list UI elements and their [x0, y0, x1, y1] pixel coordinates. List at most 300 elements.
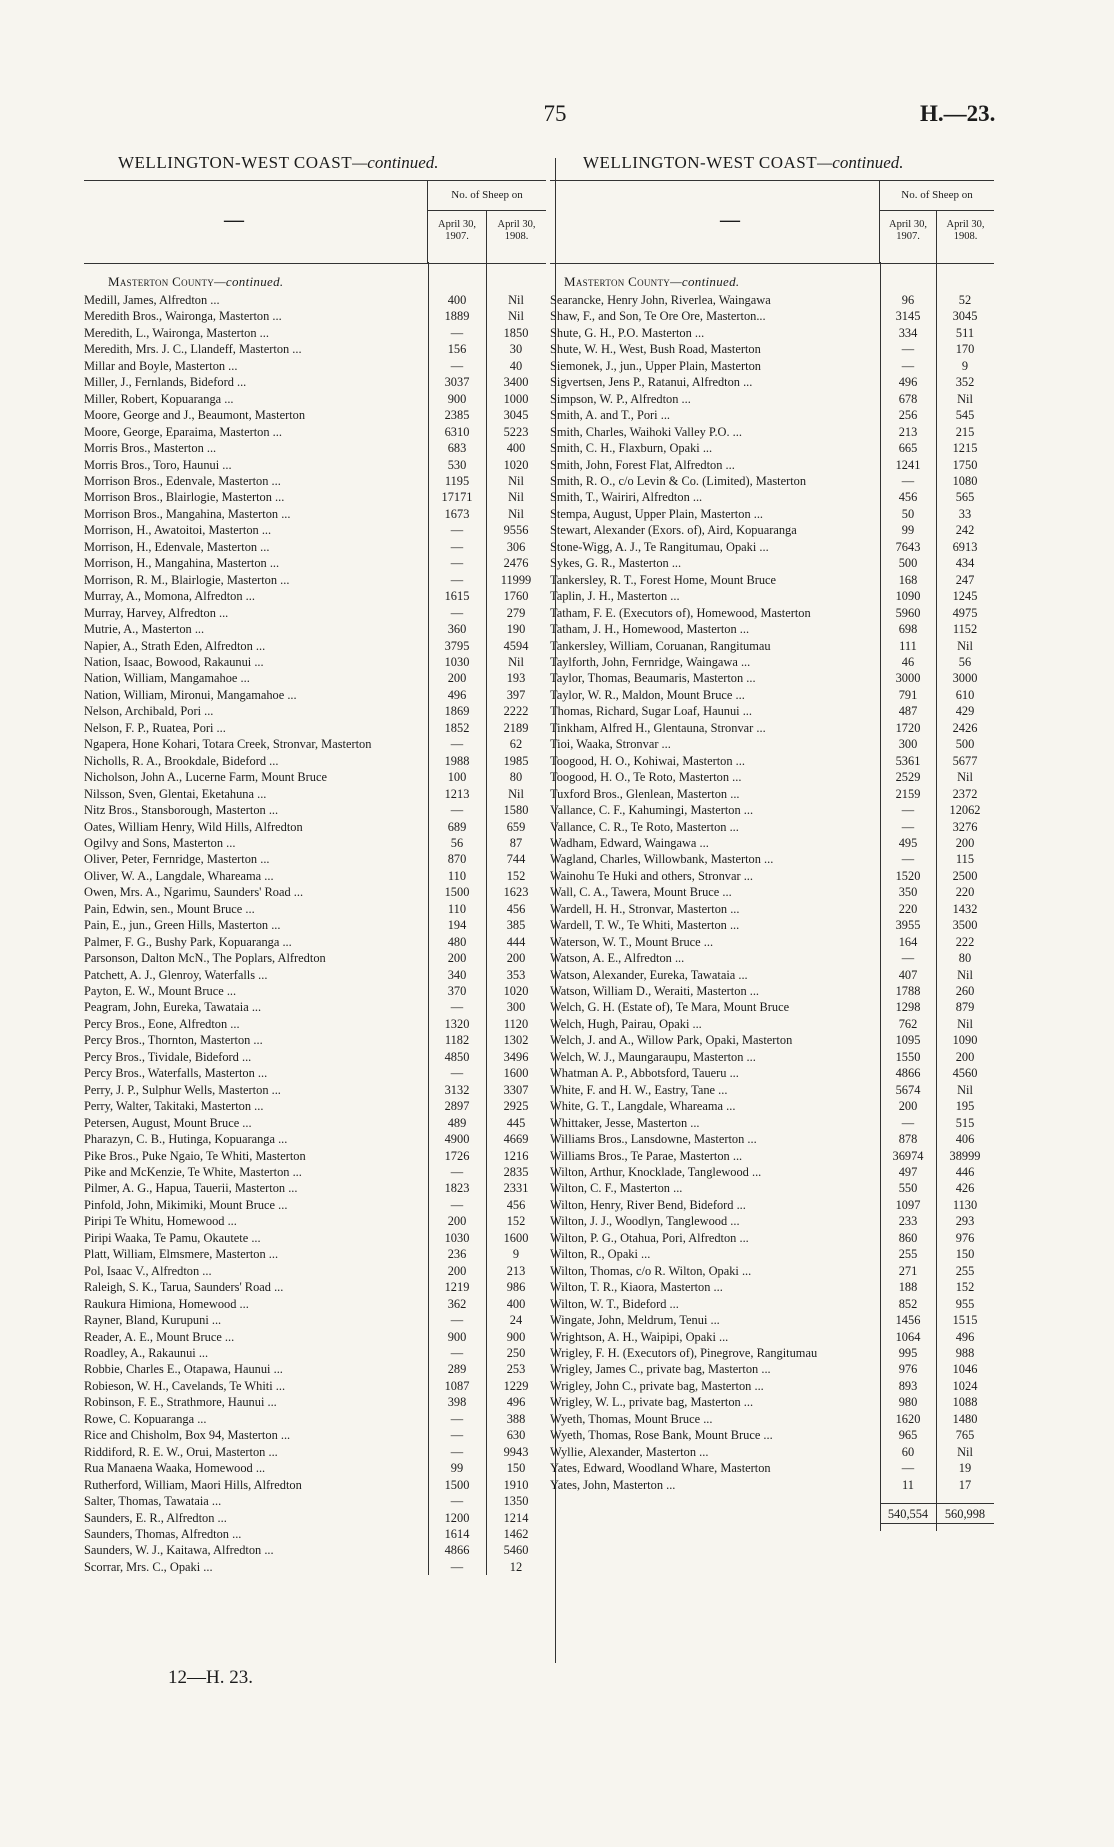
table-row [84, 950, 546, 966]
row-name: Murray, Harvey, Alfredton ... [84, 605, 229, 620]
row-value-1907: 1195 [444, 473, 470, 488]
table-row [550, 687, 994, 703]
table-row [84, 341, 546, 357]
row-value-1908: 3045 [503, 408, 529, 423]
row-value-1908: 446 [955, 1165, 975, 1180]
table-row [550, 308, 994, 324]
row-value-1908: 765 [955, 1428, 975, 1443]
row-value-1907: 1298 [895, 1000, 921, 1015]
table-row [550, 1082, 994, 1098]
row-name: Robbie, Charles E., Otapawa, Haunui ... [84, 1362, 283, 1377]
column-rule [936, 262, 937, 1531]
row-value-1908: 988 [955, 1346, 975, 1360]
row-value-1907: 550 [898, 1181, 918, 1196]
table-row [550, 868, 994, 884]
row-value-1908: 426 [955, 1181, 975, 1196]
table-row [550, 1131, 994, 1147]
row-value-1907: 111 [899, 638, 917, 653]
table-row [84, 1493, 546, 1509]
table-row [84, 1510, 546, 1526]
row-value-1908: 190 [506, 622, 526, 637]
row-value-1908: 434 [955, 556, 975, 571]
row-name: Medill, James, Alfredton ... [84, 293, 220, 307]
row-value-1908: 1600 [503, 1066, 529, 1081]
row-value-1908: 38999 [949, 1148, 981, 1163]
row-value-1907: 1500 [444, 1477, 470, 1492]
row-value-1907: 1869 [444, 704, 470, 719]
table-row [84, 1361, 546, 1377]
row-value-1907: 1550 [895, 1049, 921, 1064]
row-value-1908: 1152 [952, 622, 978, 637]
row-name: Wilton, Henry, River Bend, Bideford ... [550, 1197, 746, 1212]
row-value-1907: — [450, 1313, 464, 1328]
row-name: Vallance, C. R., Te Roto, Masterton ... [550, 819, 739, 834]
table-row [84, 1279, 546, 1295]
row-value-1907: 500 [898, 556, 918, 571]
sheet-signature: 12—H. 23. [168, 1667, 253, 1688]
row-value-1907: 1456 [895, 1313, 921, 1328]
totals-row [550, 1501, 994, 1531]
row-value-1908: 9 [512, 1247, 520, 1262]
table-row [550, 374, 994, 390]
row-value-1907: 300 [898, 737, 918, 752]
row-name: Pike and McKenzie, Te White, Masterton ... [84, 1165, 302, 1180]
row-name: Owen, Mrs. A., Ngarimu, Saunders' Road ... [84, 885, 304, 900]
row-value-1907: 156 [447, 342, 467, 357]
row-name: Salter, Thomas, Tawataia ... [84, 1494, 222, 1509]
row-name: Smith, C. H., Flaxburn, Opaki ... [550, 441, 713, 456]
table-row [84, 506, 546, 522]
table-row [550, 1197, 994, 1213]
row-value-1907: 1182 [444, 1033, 470, 1048]
row-value-1908: 879 [955, 1000, 975, 1015]
table-row [84, 292, 546, 308]
column-rule [486, 262, 487, 1575]
table-row [550, 539, 994, 555]
table-row [84, 736, 546, 752]
row-name: Reader, A. E., Mount Bruce ... [84, 1329, 235, 1344]
table-row [84, 917, 546, 933]
table-row [550, 884, 994, 900]
row-name: Wagland, Charles, Willowbank, Masterton ... [550, 852, 774, 867]
table-row [550, 983, 994, 999]
row-value-1907: 11 [902, 1477, 914, 1492]
row-name: Rayner, Bland, Kurupuni ... [84, 1313, 222, 1328]
row-value-1907: 168 [898, 572, 918, 587]
row-value-1907: — [450, 605, 464, 620]
row-value-1908: 1480 [952, 1411, 978, 1426]
row-value-1907: — [450, 1066, 464, 1081]
row-value-1907: 200 [898, 1099, 918, 1114]
row-name: Meredith, L., Waironga, Masterton ... [84, 325, 269, 340]
row-name: Smith, John, Forest Flat, Alfredton ... [550, 457, 735, 472]
table-row [84, 555, 546, 571]
row-name: Nation, William, Mironui, Mangamahoe ... [84, 687, 297, 702]
table-row [84, 802, 546, 818]
row-value-1908: 545 [955, 408, 975, 423]
row-name: Taylor, Thomas, Beaumaris, Masterton ... [550, 671, 756, 686]
row-value-1907: 1614 [444, 1526, 470, 1541]
row-value-1907: — [901, 342, 915, 357]
row-value-1907: 200 [447, 1263, 467, 1278]
table-row [84, 851, 546, 867]
row-value-1907: 3037 [444, 375, 470, 390]
row-name: Thomas, Richard, Sugar Loaf, Haunui ... [550, 704, 752, 719]
row-value-1908: 397 [506, 687, 526, 702]
table-row [550, 1213, 994, 1229]
row-value-1908: 300 [506, 1000, 526, 1015]
table-row [550, 1444, 994, 1460]
row-value-1907: 7643 [895, 539, 921, 554]
row-value-1908: 222 [955, 934, 975, 949]
row-value-1907: 36974 [892, 1148, 924, 1163]
row-name: Pol, Isaac V., Alfredton ... [84, 1263, 212, 1278]
row-value-1907: 5361 [895, 753, 921, 768]
row-value-1907: 188 [898, 1280, 918, 1295]
row-name: Welch, J. and A., Willow Park, Opaki, Masterton [550, 1033, 793, 1048]
table-row [84, 325, 546, 341]
row-value-1907: 1823 [444, 1181, 470, 1196]
row-value-1907: 976 [898, 1362, 918, 1377]
row-value-1908: 2500 [952, 868, 978, 883]
row-name: Smith, A. and T., Pori ... [550, 408, 671, 423]
row-value-1908: 1515 [952, 1313, 978, 1328]
row-value-1907: 236 [447, 1247, 467, 1262]
row-name: Percy Bros., Eone, Alfredton ... [84, 1016, 240, 1031]
row-value-1908: 220 [955, 885, 975, 900]
row-value-1908: 4594 [503, 638, 529, 653]
row-value-1907: 1788 [895, 984, 921, 999]
row-value-1907: 762 [898, 1016, 918, 1031]
row-name: Mutrie, A., Masterton ... [84, 622, 205, 637]
table-row [84, 835, 546, 851]
row-name: Shute, W. H., West, Bush Road, Masterton [550, 342, 761, 357]
row-value-1907: 489 [447, 1115, 467, 1130]
row-value-1908: 19 [958, 1461, 972, 1476]
row-value-1907: 200 [447, 951, 467, 966]
row-value-1908: 3276 [952, 819, 978, 834]
row-value-1907: 1030 [444, 654, 470, 669]
row-name: Payton, E. W., Mount Bruce ... [84, 984, 237, 999]
row-value-1908: 1024 [952, 1378, 978, 1393]
row-value-1907: 56 [450, 835, 464, 850]
row-value-1908: 1245 [952, 589, 978, 604]
row-value-1907: — [450, 1411, 464, 1426]
row-name: Percy Bros., Thornton, Masterton ... [84, 1033, 263, 1048]
row-name: Tatham, F. E. (Executors of), Homewood, Masterton [550, 605, 811, 620]
row-name: Shute, G. H., P.O. Masterton ... [550, 325, 705, 340]
row-value-1907: — [450, 1559, 464, 1574]
row-value-1908: 213 [506, 1263, 526, 1278]
row-value-1908: 511 [955, 325, 975, 340]
row-value-1908: 4669 [503, 1132, 529, 1147]
row-value-1908: 2331 [503, 1181, 529, 1196]
row-name: Wall, C. A., Tawera, Mount Bruce ... [550, 885, 732, 900]
table-row [550, 1016, 994, 1032]
row-value-1908: 456 [506, 1197, 526, 1212]
table-row [550, 1411, 994, 1427]
row-value-1907: 1615 [444, 589, 470, 604]
row-value-1907: 3145 [895, 309, 921, 324]
row-name: Riddiford, R. E. W., Orui, Masterton ... [84, 1444, 278, 1459]
table-row [550, 457, 994, 473]
row-name: Wyeth, Thomas, Mount Bruce ... [550, 1411, 713, 1426]
row-value-1907: 530 [447, 457, 467, 472]
table-row [84, 1296, 546, 1312]
row-name: Pinfold, John, Mikimiki, Mount Bruce ... [84, 1197, 288, 1212]
row-value-1908: Nil [508, 309, 524, 324]
row-value-1908: 1216 [503, 1148, 529, 1163]
row-value-1907: 398 [447, 1395, 467, 1410]
row-value-1908: 9 [961, 358, 969, 373]
table-row [84, 489, 546, 505]
row-name: Palmer, F. G., Bushy Park, Kopuaranga ... [84, 934, 292, 949]
right-section-suffix: —continued. [670, 274, 740, 289]
row-name: Wilton, J. J., Woodlyn, Tanglewood ... [550, 1214, 740, 1229]
header-1908: April 30, 1908. [486, 211, 546, 263]
row-value-1908: 3000 [952, 671, 978, 686]
row-value-1907: 4866 [444, 1543, 470, 1558]
table-row [550, 440, 994, 456]
row-value-1908: 12062 [949, 803, 981, 818]
row-name: Whittaker, Jesse, Masterton ... [550, 1115, 700, 1130]
row-value-1908: 152 [506, 868, 526, 883]
row-name: Morris Bros., Masterton ... [84, 441, 217, 456]
table-row [550, 292, 994, 308]
row-name: Waterson, W. T., Mount Bruce ... [550, 934, 714, 949]
row-value-1908: 2476 [503, 556, 529, 571]
left-section-heading [84, 274, 546, 290]
row-name: Miller, Robert, Kopuaranga ... [84, 391, 234, 406]
table-row [84, 1411, 546, 1427]
row-value-1908: 62 [509, 737, 523, 752]
row-name: Sykes, G. R., Masterton ... [550, 556, 682, 571]
row-value-1907: 1889 [444, 309, 470, 324]
table-row [84, 308, 546, 324]
page-reference: H.—23. [920, 101, 996, 126]
row-value-1907: 5674 [895, 1082, 921, 1097]
row-value-1908: 80 [958, 951, 972, 966]
table-row [84, 1312, 546, 1328]
row-value-1908: 150 [506, 1461, 526, 1476]
row-value-1907: — [901, 473, 915, 488]
row-name: Piripi Waaka, Te Pamu, Okautete ... [84, 1230, 261, 1245]
table-row [550, 654, 994, 670]
right-title-text: WELLINGTON-WEST COAST [583, 153, 818, 172]
row-name: Wrigley, F. H. (Executors of), Pinegrove, Rangitumau [550, 1346, 818, 1360]
row-value-1908: 565 [955, 490, 975, 505]
row-value-1907: — [901, 1461, 915, 1476]
row-name: Nilsson, Sven, Glentai, Eketahuna ... [84, 786, 267, 801]
row-name: Morrison, H., Mangahina, Masterton ... [84, 556, 280, 571]
row-value-1907: 495 [898, 835, 918, 850]
header-dash: — [224, 209, 244, 231]
table-row [84, 703, 546, 719]
row-name: White, G. T., Langdale, Whareama ... [550, 1099, 736, 1114]
total-1907: 540,554 [887, 1507, 929, 1522]
row-value-1908: 900 [506, 1329, 526, 1344]
right-rows [550, 292, 994, 1493]
table-row [84, 1559, 546, 1575]
row-value-1908: 40 [509, 358, 523, 373]
row-value-1907: 2385 [444, 408, 470, 423]
row-value-1908: 406 [955, 1132, 975, 1147]
header-1907: April 30, 1907. [889, 219, 927, 242]
table-row [550, 1246, 994, 1262]
left-rows [84, 292, 546, 1575]
row-value-1907: 1726 [444, 1148, 470, 1163]
table-row [550, 901, 994, 917]
row-value-1907: — [901, 819, 915, 834]
left-title-text: WELLINGTON-WEST COAST [118, 153, 353, 172]
row-value-1907: 164 [898, 934, 918, 949]
row-value-1908: 247 [955, 572, 975, 587]
table-row [550, 638, 994, 654]
row-value-1907: 6310 [444, 424, 470, 439]
row-name: Pike Bros., Puke Ngaio, Te Whiti, Masterton [84, 1148, 306, 1163]
row-value-1908: Nil [957, 391, 973, 406]
table-row [550, 506, 994, 522]
row-value-1907: 1988 [444, 753, 470, 768]
row-name: Wilton, Arthur, Knocklade, Tanglewood ... [550, 1165, 762, 1180]
table-row [550, 358, 994, 374]
row-name: Wardell, H. H., Stronvar, Masterton ... [550, 901, 740, 916]
row-value-1907: 360 [447, 622, 467, 637]
table-row [550, 1263, 994, 1279]
table-row [550, 1049, 994, 1065]
table-row [84, 786, 546, 802]
row-value-1907: 1213 [444, 786, 470, 801]
table-row [550, 1115, 994, 1131]
table-row [84, 1526, 546, 1542]
table-row [84, 1246, 546, 1262]
row-value-1907: 3132 [444, 1082, 470, 1097]
row-value-1908: 630 [506, 1428, 526, 1443]
row-value-1908: 260 [955, 984, 975, 999]
row-value-1908: 200 [955, 835, 975, 850]
row-value-1908: Nil [957, 967, 973, 982]
row-name: Taplin, J. H., Masterton ... [550, 589, 680, 604]
row-name: Morrison Bros., Blairlogie, Masterton ... [84, 490, 285, 505]
right-section-name: Masterton County [564, 274, 671, 289]
row-value-1908: 33 [958, 506, 972, 521]
row-name: Rice and Chisholm, Box 94, Masterton ... [84, 1428, 291, 1443]
row-value-1908: 152 [955, 1280, 975, 1295]
row-value-1908: 429 [955, 704, 975, 719]
table-row [550, 1164, 994, 1180]
row-name: Saunders, Thomas, Alfredton ... [84, 1526, 242, 1541]
row-value-1907: 400 [447, 293, 467, 307]
right-table-header [550, 180, 994, 264]
row-name: Platt, William, Elmsmere, Masterton ... [84, 1247, 279, 1262]
row-value-1908: 1600 [503, 1230, 529, 1245]
table-row [550, 1180, 994, 1196]
row-value-1907: — [450, 1165, 464, 1180]
table-row [84, 1016, 546, 1032]
table-row [84, 769, 546, 785]
row-value-1908: 5460 [503, 1543, 529, 1558]
row-value-1907: 4850 [444, 1049, 470, 1064]
row-value-1907: 1520 [895, 868, 921, 883]
column-rule [428, 262, 429, 1575]
row-value-1908: Nil [508, 654, 524, 669]
row-value-1907: 1852 [444, 720, 470, 735]
table-row [550, 1230, 994, 1246]
table-row [84, 407, 546, 423]
row-name: Robinson, F. E., Strathmore, Haunui ... [84, 1395, 277, 1410]
row-value-1907: 200 [447, 671, 467, 686]
row-value-1907: 665 [898, 441, 918, 456]
row-value-1908: Nil [508, 506, 524, 521]
row-value-1907: 689 [447, 819, 467, 834]
row-name: Millar and Boyle, Masterton ... [84, 358, 238, 373]
row-name: Meredith Bros., Waironga, Masterton ... [84, 309, 282, 324]
row-value-1907: — [450, 572, 464, 587]
row-value-1908: 4975 [952, 605, 978, 620]
row-name: Smith, Charles, Waihoki Valley P.O. ... [550, 424, 742, 439]
row-name: Scorrar, Mrs. C., Opaki ... [84, 1559, 213, 1574]
right-section-heading [550, 274, 994, 290]
table-row [550, 753, 994, 769]
table-row [84, 1131, 546, 1147]
row-name: Napier, A., Strath Eden, Alfredton ... [84, 638, 266, 653]
row-value-1907: 110 [447, 901, 467, 916]
table-row [550, 736, 994, 752]
row-value-1907: 4866 [895, 1066, 921, 1081]
row-name: Tuxford Bros., Glenlean, Masterton ... [550, 786, 740, 801]
table-row [84, 1427, 546, 1443]
row-name: Shaw, F., and Son, Te Ore Ore, Masterton... [550, 309, 766, 324]
row-value-1908: 1020 [503, 457, 529, 472]
row-value-1907: 220 [898, 901, 918, 916]
row-value-1908: 659 [506, 819, 526, 834]
row-value-1908: 352 [955, 375, 975, 390]
table-row [550, 555, 994, 571]
row-value-1908: 2372 [952, 786, 978, 801]
row-value-1908: Nil [508, 490, 524, 505]
table-row [550, 473, 994, 489]
row-name: Morrison, H., Awatoitoi, Masterton ... [84, 523, 272, 538]
row-name: Tioi, Waaka, Stronvar ... [550, 737, 671, 752]
row-name: Whatman A. P., Abbotsford, Taueru ... [550, 1066, 739, 1081]
row-name: Nelson, F. P., Ruatea, Pori ... [84, 720, 226, 735]
table-row [550, 424, 994, 440]
table-row [84, 934, 546, 950]
row-name: Roadley, A., Rakaunui ... [84, 1346, 209, 1360]
left-table [84, 180, 546, 1575]
row-value-1907: 271 [898, 1263, 918, 1278]
row-value-1908: 3307 [503, 1082, 529, 1097]
row-value-1908: 200 [506, 951, 526, 966]
right-table [550, 180, 994, 1531]
group-title: No. of Sheep on [901, 189, 973, 201]
table-row [84, 1230, 546, 1246]
left-section-suffix: —continued. [214, 274, 284, 289]
row-name: Oliver, Peter, Fernridge, Masterton ... [84, 852, 270, 867]
row-name: Ngapera, Hone Kohari, Totara Creek, Stronvar, Masterton [84, 737, 372, 752]
row-value-1907: 1241 [895, 457, 921, 472]
row-name: Wrigley, John C., private bag, Masterton ... [550, 1378, 764, 1393]
row-value-1907: 1500 [444, 885, 470, 900]
row-name: Wyllie, Alexander, Masterton ... [550, 1444, 709, 1459]
row-name: Nicholls, R. A., Brookdale, Bideford ... [84, 753, 279, 768]
row-value-1908: 1850 [503, 325, 529, 340]
row-name: Wilton, W. T., Bideford ... [550, 1296, 679, 1311]
table-row [550, 1098, 994, 1114]
row-value-1908: 5677 [952, 753, 978, 768]
row-value-1908: 496 [955, 1329, 975, 1344]
table-row [84, 621, 546, 637]
